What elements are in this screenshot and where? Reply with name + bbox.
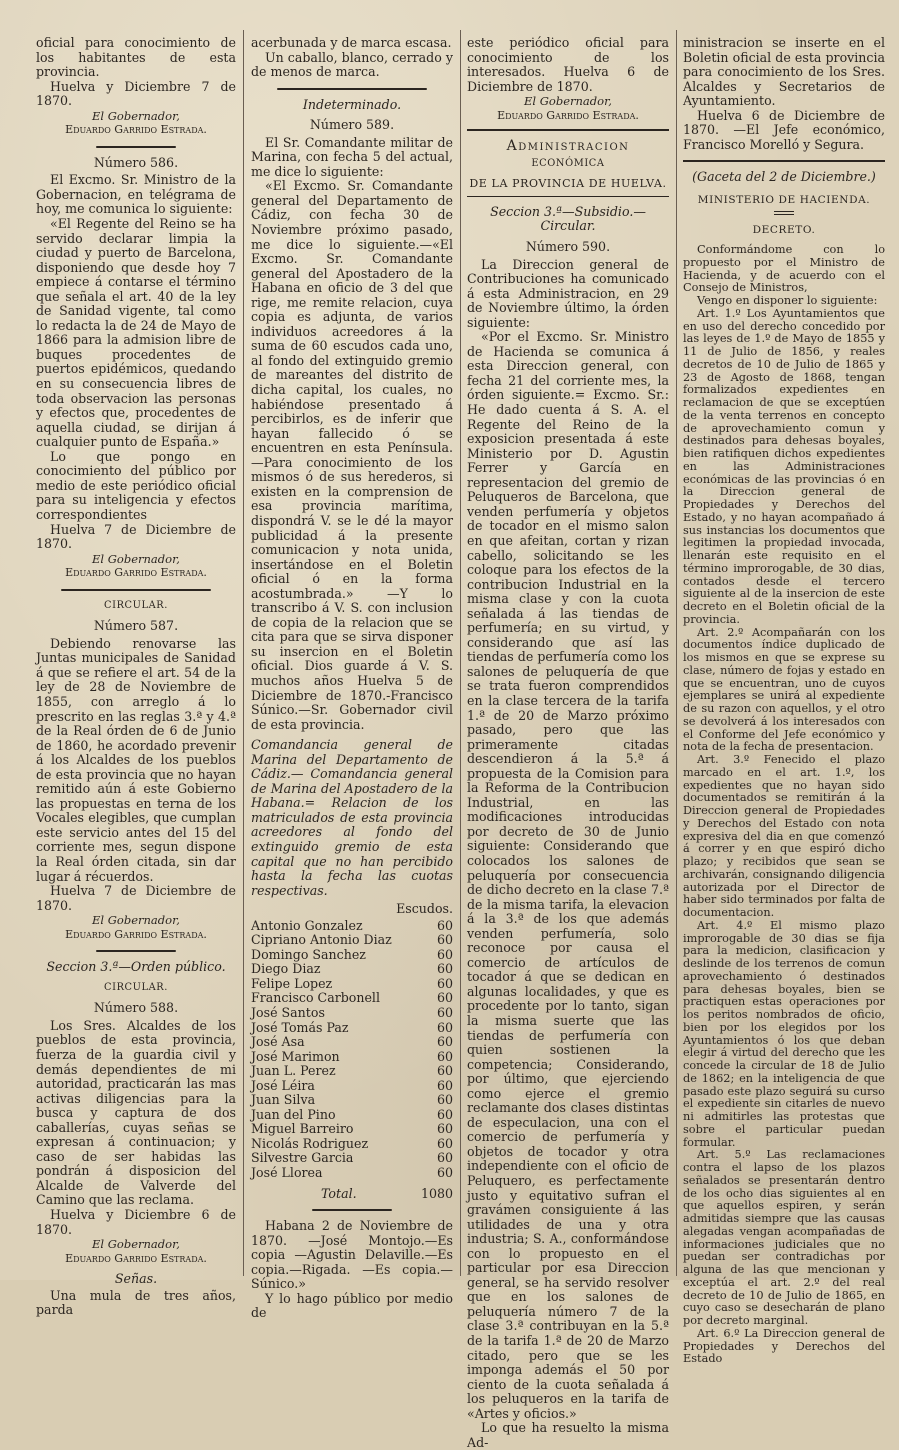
date-line: Huelva 7 de Diciembre de 1870. [36,883,236,913]
total-value: 1080 [420,1185,453,1201]
separator [96,949,176,953]
table-row [251,919,453,934]
signature-role: El Gobernador, [92,551,180,566]
paragraph: Una mula de tres años, parda [36,1287,236,1318]
section-title: Seccion 3.ª—Subsidio.—Circular. [490,203,646,234]
ministry-heading: MINISTERIO DE HACIENDA. [697,193,871,206]
creditor-amount: 60 [436,1063,453,1079]
decree-body [683,244,885,1366]
creditor-name: Juan del Pino [251,1106,336,1122]
paragraph: ministracion se inserte en el Boletin oficial de esta provincia para conocimiento de los Sres. Alcaldes y Secretarios de Ayuntamiento. [683,35,885,109]
table-row [251,1064,453,1079]
creditor-amount: 60 [436,1135,453,1151]
paragraph: Y lo hago público por medio de [251,1290,453,1321]
creditor-name: Cipriano Antonio Diaz [251,932,392,948]
section-title: Seccion 3.ª—Orden público. [46,959,226,975]
creditor-amount: 60 [436,1005,453,1020]
gazette-reference: (Gaceta del 2 de Diciembre.) [692,169,876,185]
table-row [251,948,453,963]
decree-heading: DECRETO. [752,224,816,237]
creditor-amount: 60 [436,917,453,933]
table-row [251,977,453,992]
creditor-amount: 60 [436,990,453,1006]
creditor-name: Diego Diaz [251,961,321,977]
table-row [251,962,453,977]
creditor-name: Silvestre Garcia [251,1150,354,1166]
table-row [251,1021,453,1036]
paragraph: Conformándome con lo propuesto por el Ministro de Hacienda, y de acuerdo con el Consejo de Ministros, [683,243,885,295]
paragraph: «El Regente del Reino se ha servido declarar limpia la ciudad y puerto de Barcelona, disponiendo que desde hoy 7 empiece á contarse el término que señala el art. 40 de la ley de Sanidad vigente, tal como lo redacta la de 24 de Mayo de 1866 para la admision libre de buques procedentes de puertos epidémicos, quedando en su consecuencia libres de toda observacion las personas y efectos que, procedentes de aquella ciudad, se dirijan á cualquier punto de España.» [36,216,236,450]
date-line: Huelva 7 de Diciembre de 1870. [36,521,236,552]
signature-role: El Gobernador, [524,94,612,109]
article: Art. 3.º Fenecido el plazo marcado en el art. 1.º, los expedientes que no hayan sido documentados se remitirán á la Direccion general de Propiedades y Derechos del Estado con nota expresiva del dia en que comenzó á correr y en que espiró dicho plazo; y recibidos que sean se archivarán, consignando diligencia autorizada por el Director de haber sido terminados por falta de documentacion. [683,753,885,920]
notice-number: Número 587. [93,618,179,634]
column-rule [460,30,461,1276]
creditor-name: José Asa [251,1034,305,1050]
paragraph: El Excmo. Sr. Ministro de la Gobernacion, en telégrama de hoy, me comunica lo siguiente: [36,172,236,217]
creditor-name: José Léira [251,1077,315,1093]
table-row [251,1166,453,1181]
creditor-amount: 60 [436,1121,453,1137]
paragraph: El Sr. Comandante militar de Marina, con fecha 5 del actual, me dice lo siguiente: [251,134,453,179]
column-3 [467,35,669,1450]
article: Art. 4.º El mismo plazo improrogable de 30 dias se fija para la medicion, clasificacion y deslinde de los terrenos de comun aprovechamiento ó destinados para dehesas boyales, bien se practiquen estas operaciones por los peritos nombrados de oficio, bien por los elegidos por los Ayuntamientos ó los que deban elegir á virtud del derecho que les concede la circular de 18 de Julio de 1862; en la inteligencia de que pasado este plazo seguirá su curso el expediente sin citarles de nuevo ni admitirles las protestas que sobre el particular puedan formular. [683,918,885,1149]
creditor-amount: 60 [436,932,453,948]
paragraph: Lo que ha resuelto la misma Ad- [467,1420,669,1450]
signature-name: Eduardo Garrido Estrada. [65,123,207,137]
table-row [251,933,453,948]
paragraph: «El Excmo. Sr. Comandante general del Departamento de Cádiz, con fecha 30 de Noviembre próximo pasado, me dice lo siguiente.—«El Excmo. Sr. Comandante general del Apostadero de la Habana en oficio de 3 del que rige, me remite relacion, cuya copia es adjunta, de varios individuos acreedores á la suma de 60 escudos cada uno, al fondo del extinguido gremio de mareantes del distrito de dicha capital, los cuales, no habiéndose presentado á percibirlos, es de inferir que hayan fallecido ó se encuentren en esta Península.—Para conocimiento de los mismos ó de sus herederos, si existen en la comprension de esa provincia marítima, dispondrá V. se le dé la mayor publicidad á la presente comunicacion y nota unida, insertándose en el Boletin oficial ó en la forma acostumbrada.» —Y lo transcribo á V. S. con inclusion de copia de la relacion que se cita para que se sirva disponer su insercion en el Boletin oficial. Dios guarde á V. S. muchos años Huelva 5 de Diciembre de 1870.-Francisco Súnico.—Sr. Gobernador civil de esta provincia. [251,178,453,732]
creditor-name: Miguel Barreiro [251,1121,354,1137]
creditor-name: Felipe Lopez [251,975,333,991]
table-row [251,1151,453,1166]
paragraph: acerbunada y de marca escasa. [251,35,452,50]
notice-number: Número 590. [525,239,611,255]
table-row [251,1079,453,1094]
table-row [251,1122,453,1137]
article: Art. 6.º La Direccion general de Propiedades y Derechos del Estado [683,1326,885,1366]
column-1 [36,35,236,1318]
column-rule [243,30,244,1276]
creditor-name: Juan Silva [251,1092,316,1108]
total-row [251,1181,453,1202]
date-line: Huelva 6 de Diciembre de 1870. —El Jefe económico, Francisco Morelló y Segura. [683,107,885,152]
column-4 [683,35,885,1366]
creditor-name: José Marimon [251,1048,340,1064]
creditor-name: José Tomás Paz [251,1019,349,1035]
creditor-name: Francisco Carbonell [251,990,380,1006]
creditor-amount: 60 [436,1048,453,1064]
list-heading: Comandancia general de Marina del Departamento de Cádiz.— Comandancia general de Marina del Apostadero de la Habana.= Relacion de los matriculados de esta provincia acreedores al fondo del extinguido gremio de esta capital que no han percibido hasta la fecha las cuotas respectivas. [251,737,453,898]
date-line: Huelva y Diciembre 6 de 1870. [36,1207,236,1237]
table-row [251,1050,453,1065]
signature-name: Eduardo Garrido Estrada. [497,108,639,122]
signature-role: El Gobernador, [92,1237,180,1252]
double-rule [774,211,794,215]
total-label: Total. [321,1185,357,1201]
creditor-amount: 60 [436,1034,453,1050]
column-rule [676,30,677,1276]
paragraph: Debiendo renovarse las Juntas municipales de Sanidad á que se refiere el art. 54 de la ley de 28 de Noviembre de 1855, con arreglo á lo prescrito en las reglas 3.ª y 4.ª de la Real órden de 6 de Junio de 1860, he acordado prevenir á los Alcaldes de los pueblos de esta provincia que no hayan remitido aún á este Gobierno las propuestas en terna de los Vocales elegibles, que cumplan este servicio antes del 15 del corriente mes, segun dispone la Real órden citada, sin dar lugar á récuerdos. [36,635,236,884]
creditor-amount: 60 [436,1165,453,1181]
creditor-amount: 60 [436,1150,453,1166]
signature-name: Eduardo Garrido Estrada. [65,927,207,941]
creditor-amount: 60 [436,946,453,962]
thick-rule [467,129,669,131]
creditor-name: Nicolás Rodriguez [251,1135,369,1151]
circular-label: CIRCULAR. [104,981,168,993]
signature-role: El Gobernador, [92,913,180,928]
column-header: Escudos. [396,901,453,917]
creditor-amount: 60 [436,975,453,991]
paragraph: Vengo en disponer lo siguiente: [697,294,878,308]
column-2 [251,35,453,1321]
creditor-amount: 60 [436,961,453,977]
creditor-name: Domingo Sanchez [251,946,366,962]
separator [312,1208,392,1212]
section-subheading: ECONÓMICA [531,157,605,169]
date-line: Huelva y Diciembre 7 de 1870. [36,78,236,109]
separator [61,588,211,592]
signature-name: Eduardo Garrido Estrada. [65,1251,207,1265]
table-row [251,1093,453,1108]
creditor-name: Juan L. Perez [251,1063,336,1079]
paragraph: «Por el Excmo. Sr. Ministro de Hacienda se comunica á esta Direccion general, con fecha 21 del corriente mes, la órden siguiente.= Excmo. Sr.: He dado cuenta á S. A. el Regente del Reino de la exposicion presentada á este Ministerio por D. Agustin Ferrer y García en representacion del gremio de Peluqueros de Barcelona, que venden perfumería y objetos de tocador en el mismo salon en que afeitan, cortan y rizan cabello, solicitando se les coloque para los efectos de la contribucion Industrial en la misma clase y con la cuota señalada á las tiendas de perfumería; en su virtud, y considerando que así las tiendas de perfumería como los salones de peluquería de que se trata fueron comprendidos en la clase tercera de la tarifa 1.ª de 20 de Marzo próximo pasado, pero que las primeramente citadas descendieron á la 5.ª á propuesta de la Comision para la Reforma de la Contribucion Industrial, en las modificaciones introducidas por decreto de 30 de Junio siguiente: Considerando que colocados los salones de peluquería por consecuencia de dicho decreto en la clase 7.ª de la misma tarifa, la elevacion á la 3.ª de los que además venden perfumería, solo reconoce por causa el comercio de artículos de tocador á que se dedican en algunas localidades, y que es procedente por lo tanto, sigan la misma suerte que las tiendas de perfumería con quien sostienen la competencia; Considerando, por último, que ejerciendo como ejerce el gremio reclamante dos clases distintas de especulacion, una con el comercio de perfumería y objetos de tocador y otra independiente con el oficio de Peluquero, es perfectamente justo y equitativo sufran el gravámen consiguiente á las utilidades de una y otra industria; S. A., conformándose con lo propuesto en el particular por esa Direccion general, se ha servido resolver que en los salones de peluquería número 7 de la clase 3.ª contribuyan en la 5.ª de la tarifa 1.ª de 20 de Marzo citado, pero que se les imponga además el 50 por ciento de la cuota señalada á los peluqueros en la tarifa de «Artes y oficios.» [467,329,669,1421]
table-row [251,991,453,1006]
article: Art. 2.º Acompañarán con los documentos índice duplicado de los mismos en que se exprese su clase, número de fojas y estado en que se encuentran, uno de cuyos ejemplares se unirá al expediente de su razon con aquellos, y el otro se devolverá á los interesados con el Conforme del Jefe económico y nota de la fecha de presentacion. [683,625,885,754]
section-title: Señas. [114,1271,158,1287]
paragraph: Un caballo, blanco, cerrado y de menos de marca. [251,49,453,80]
notice-number: Número 586. [93,154,179,170]
table-row [251,1035,453,1050]
paragraph: La Direccion general de Contribuciones ha comunicado á esta Administracion, en 29 de Noviembre último, la órden siguiente: [467,256,669,330]
creditor-amount: 60 [436,1092,453,1108]
notice-number: Número 588. [93,1000,179,1016]
paragraph: este periódico oficial para conocimiento de los interesados. Huelva 6 de Diciembre de 1870. [467,35,669,94]
table-row [251,1108,453,1123]
separator [96,145,176,149]
paragraph: Habana 2 de Noviembre de 1870. —José Montojo.—Es copia —Agustin Delaville.—Es copia.—Rigada. —Es copia.—Súnico.» [251,1218,453,1292]
table-row [251,1137,453,1152]
creditor-amount: 60 [436,1077,453,1093]
paragraph: Los Sres. Alcaldes de los pueblos de esta provincia, fuerza de la guardia civil y demás dependientes de mi autoridad, practicarán las mas activas diligencias para la busca y captura de dos caballerías, cuyas señas se expresan á continuacion; y caso de ser habidas las pondrán á disposicion del Alcalde de Valverde del Camino que las reclama. [36,1017,236,1208]
thick-rule [683,160,885,162]
signature-name: Eduardo Garrido Estrada. [65,566,207,580]
thin-rule [467,196,669,197]
section-title: Indeterminado. [302,96,402,112]
signature-role: El Gobernador, [92,108,180,123]
paragraph: Lo que pongo en conocimiento del público por medio de este periódico oficial para su inteligencia y efectos correspondientes [36,448,236,522]
creditor-amount: 60 [436,1106,453,1122]
article: Art. 1.º Los Ayuntamientos que en uso del derecho concedido por las leyes de 1.º de Mayo de 1855 y 11 de Julio de 1856, y reales decretos de 10 de Julio de 1865 y 23 de Agosto de 1868, tengan formalizados expedientes en reclamacion de que se exceptúen de la venta terrenos en concepto de aprovechamiento comun y destinados para dehesas boyales, bien ratifiquen dichos expedientes en las Administraciones económicas de las provincias ó en la Direccion general de Propiedades y Derechos del Estado, y no hayan acompañado á sus instancias los documentos que legitimen la propiedad invocada, llenarán este requisito en el término improrogable, de 30 dias, contados desde el tercero siguiente al de la insercion de este decreto en el Boletin oficial de la provincia. [683,306,885,626]
table-row [251,1006,453,1021]
creditor-name: José Santos [251,1005,325,1020]
paragraph: oficial para conocimiento de los habitantes de esta provincia. [36,35,236,80]
creditor-name: Antonio Gonzalez [251,917,363,933]
separator [277,87,427,91]
circular-label: CIRCULAR. [104,599,168,611]
creditor-name: José Llorea [251,1165,323,1181]
creditor-amount: 60 [436,1019,453,1035]
section-heading: Administracion [506,138,630,155]
notice-number: Número 589. [309,117,395,133]
article: Art. 5.º Las reclamaciones contra el lapso de los plazos señalados se presentarán dentro de los ocho dias siguientes al en que aquellos espiren, y serán admitidas siempre que las causas alegadas vengan acompañadas de informaciones judiciales que no puedan ser contradichas por alguna de las que mencionan y exceptúa el art. 2.º del real decreto de 10 de Julio de 1865, en cuyo caso se desecharán de plano por decreto marginal. [683,1148,885,1328]
creditor-table [251,919,453,1181]
section-subheading: DE LA PROVINCIA DE HUELVA. [469,177,667,191]
